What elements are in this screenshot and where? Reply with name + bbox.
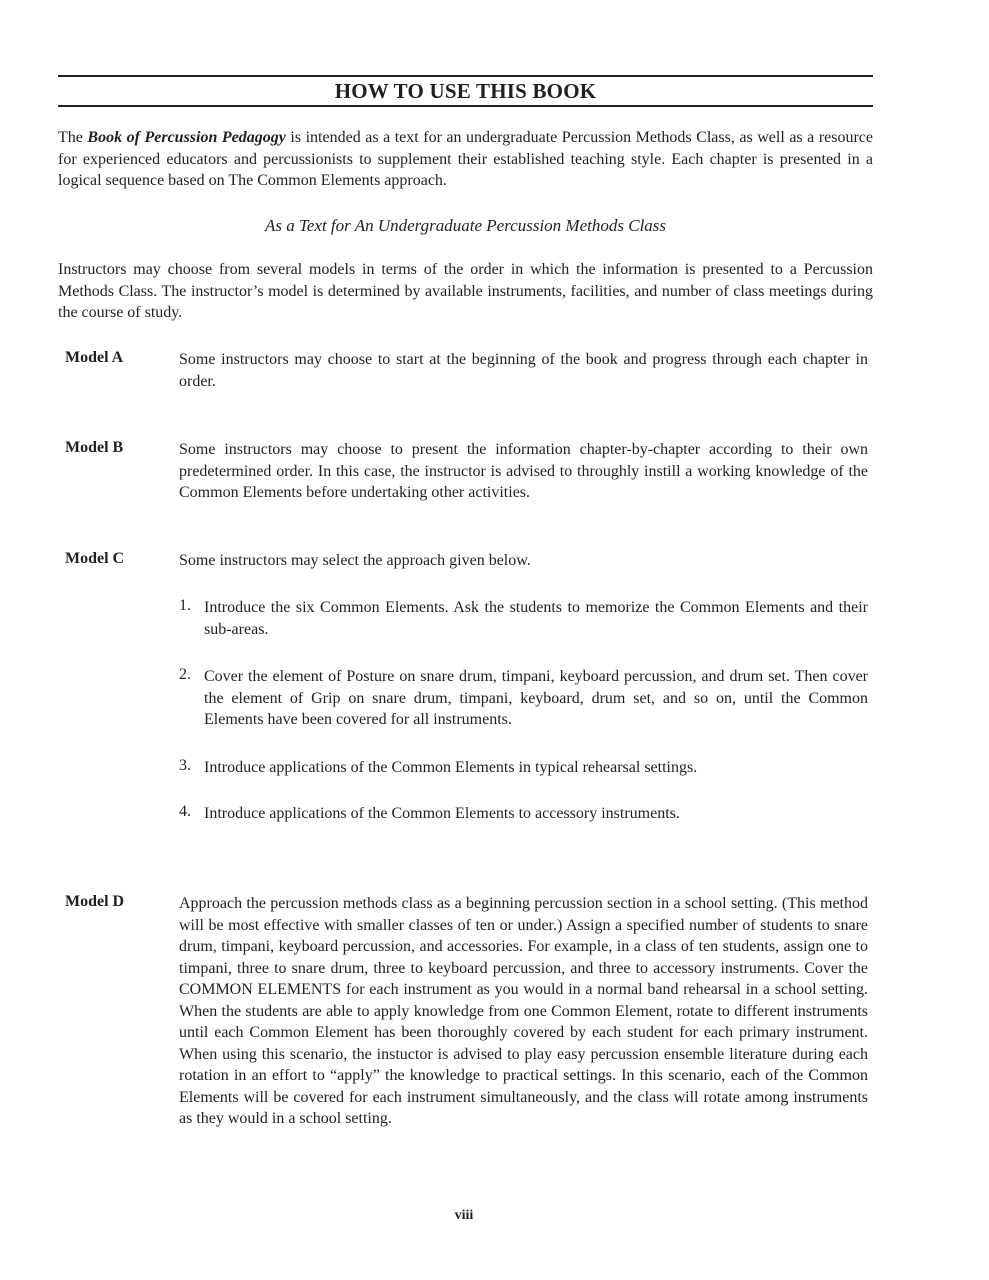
model-b-text: Some instructors may choose to present the information chapter-by-chapter according to their own predetermined order. In this case, the instructor is advised to throughly instill a working knowledge of the Common Elements before undertaking other activities. bbox=[179, 441, 868, 501]
model-c-step-3-text: Introduce applications of the Common Elements in typical rehearsal settings. bbox=[204, 759, 698, 776]
intro-prefix: The bbox=[58, 129, 88, 146]
model-c-step-1-number: 1. bbox=[179, 597, 191, 614]
intro-rest: is intended as a text for an undergraduate Percussion Methods Class, as well as a resource for experienced educators and percussionists to supplement their established teaching style. Each chapter is presented in a logical sequence based on The Common Elements approach. bbox=[58, 129, 874, 189]
intro-paragraph bbox=[58, 127, 873, 192]
model-c-step-4-text: Introduce applications of the Common Elements to accessory instruments. bbox=[204, 805, 680, 822]
model-d-label: Model D bbox=[65, 893, 125, 910]
instructors-paragraph: Instructors may choose from several models in terms of the order in which the information is presented to a Percussion Methods Class. The instructor’s model is determined by available instruments, facilities, and number of class meetings during the course of study. bbox=[58, 261, 873, 321]
title-rule-bottom bbox=[58, 105, 873, 107]
section-subheading: As a Text for An Undergraduate Percussion Methods Class bbox=[264, 216, 667, 235]
model-c-label: Model C bbox=[65, 550, 125, 567]
page-title: HOW TO USE THIS BOOK bbox=[334, 79, 597, 103]
model-a-label: Model A bbox=[65, 349, 124, 366]
model-c-step-4-number: 4. bbox=[179, 803, 191, 820]
model-c-step-3-number: 3. bbox=[179, 757, 191, 774]
model-c-step-2-number: 2. bbox=[179, 666, 191, 683]
page-number: viii bbox=[454, 1208, 474, 1223]
book-title: Book of Percussion Pedagogy bbox=[87, 129, 286, 146]
model-c-step-2-text: Cover the element of Posture on snare drum, timpani, keyboard percussion, and drum set. Then cover the element of Grip on snare drum, timpani, keyboard, drum set, and so on, until the Common Elements have been covered for all instruments. bbox=[204, 668, 868, 728]
model-c-step-1-text: Introduce the six Common Elements. Ask the students to memorize the Common Elements and their sub-areas. bbox=[204, 599, 868, 638]
model-c-text: Some instructors may select the approach given below. bbox=[179, 552, 531, 569]
model-d-text: Approach the percussion methods class as a beginning percussion section in a school setting. (This method will be most effective with smaller classes of ten or under.) Assign a specified number of students to snare drum, timpani, keyboard percussion, and accessories. For example, in a class of ten students, assign one to timpani, three to snare drum, three to keyboard percussion, and three to accessory instruments. Cover the COMMON ELEMENTS for each instrument as you would in a normal band rehearsal in a school setting. When the students are able to apply knowledge from one Common Element, rotate to different instruments until each Common Element has been thoroughly covered by each student for each primary instrument. When using this scenario, the instuctor is advised to play easy percussion ensemble literature during each rotation in an effort to “apply” the knowledge to practical settings. In this scenario, each of the Common Elements will be covered for each instrument simultaneously, and the class will rotate among instruments as they would in a school setting. bbox=[179, 895, 868, 1127]
model-a-text: Some instructors may choose to start at the beginning of the book and progress through each chapter in order. bbox=[179, 351, 868, 390]
title-rule-top bbox=[58, 75, 873, 77]
model-b-label: Model B bbox=[65, 439, 124, 456]
